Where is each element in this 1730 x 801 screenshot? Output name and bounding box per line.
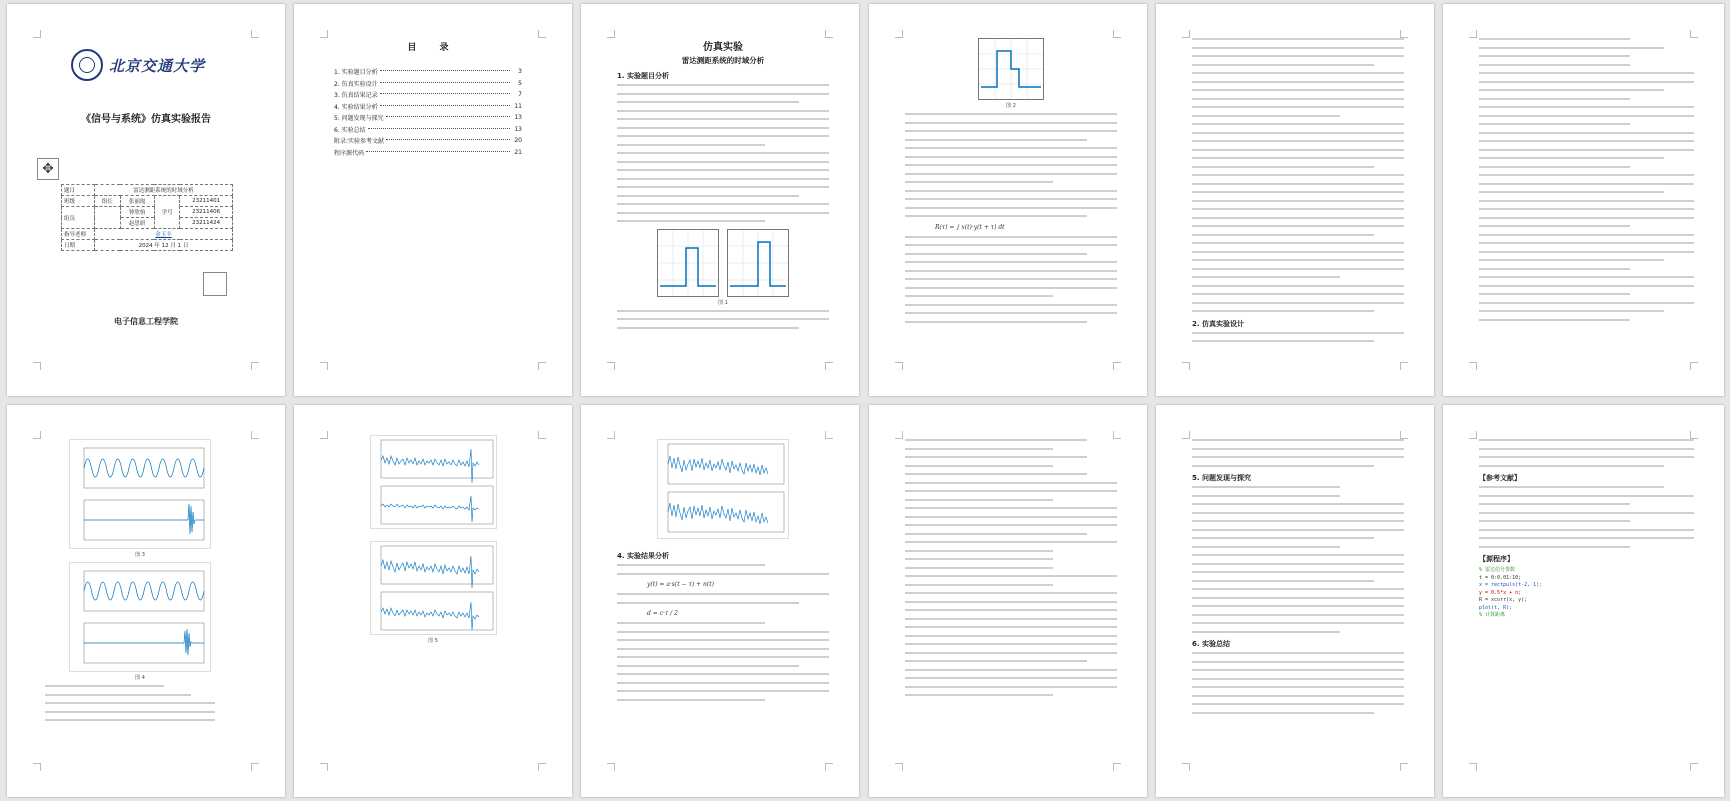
date-label: 日期 <box>62 240 95 251</box>
code-line: x = rectpuls(t-2, 1); <box>1479 582 1543 588</box>
formula: R(τ) = ∫ x(t)·y(t + τ) dt <box>935 223 1005 231</box>
member-label: 组员 <box>62 207 95 229</box>
noise-figure-3 <box>657 439 789 539</box>
report-title: 《信号与系统》仿真实验报告 <box>81 114 211 125</box>
table-move-handle-icon[interactable]: ✥ <box>37 158 59 180</box>
body-text <box>1479 38 1694 321</box>
member-id: 23211424 <box>180 218 233 229</box>
toc-entry[interactable]: 程序源代码 21 <box>334 148 522 157</box>
body-text <box>617 622 829 701</box>
cover-page[interactable] <box>7 4 285 396</box>
body-text <box>1192 652 1404 714</box>
university-name: 北京交通大学 <box>109 56 206 75</box>
toc-entry[interactable]: 附录:实验参考文献 20 <box>334 137 522 146</box>
toc-entry[interactable]: 4. 实验结果分析 11 <box>334 102 522 111</box>
section-heading: 6. 实验总结 <box>1192 640 1230 648</box>
body-text <box>617 84 829 222</box>
member-name: 赵思妍 <box>120 218 154 229</box>
figure-caption: 图 4 <box>135 675 145 681</box>
discussion-page[interactable] <box>1156 405 1434 797</box>
section-heading: 5. 问题发现与探究 <box>1192 474 1251 482</box>
design-page[interactable] <box>1156 4 1434 396</box>
design-page-2[interactable] <box>1443 4 1724 396</box>
body-text <box>905 507 1117 696</box>
teacher-name: 金玉丰 <box>155 232 172 238</box>
toc-list <box>334 66 522 158</box>
toc-entry[interactable]: 2. 仿真实验设计 5 <box>334 79 522 88</box>
figure-caption: 图 3 <box>135 552 145 558</box>
body-text <box>617 564 829 575</box>
code-line: t = 0:0.01:10; <box>1479 574 1522 581</box>
body-text <box>905 439 1117 475</box>
noise-figure-2 <box>370 541 497 635</box>
topic-value: 雷达测距系统的时域分析 <box>95 185 233 196</box>
main-subtitle: 雷达测距系统的时域分析 <box>681 56 765 65</box>
body-text <box>905 482 1117 501</box>
section-heading: 1. 实验题目分析 <box>617 72 669 80</box>
figure-caption: 图 5 <box>428 638 438 644</box>
leader-name: 张丽霞 <box>120 196 154 207</box>
school-name: 电子信息工程学院 <box>114 317 178 326</box>
figure-caption: 图 2 <box>1006 103 1016 109</box>
body-text <box>1479 439 1694 467</box>
body-text <box>905 236 1117 323</box>
section-heading: 2. 仿真实验设计 <box>1192 319 1244 328</box>
formula: y(t) = a·s(t − τ) + n(t) <box>647 581 714 588</box>
body-text <box>1192 439 1404 467</box>
toc-title: 目 录 <box>407 43 459 53</box>
figure-caption: 图 1 <box>718 299 728 306</box>
formula: d = c·τ / 2 <box>647 610 678 617</box>
toc-entry[interactable]: 1. 实验题目分析 3 <box>334 68 522 77</box>
toc-entry[interactable]: 5. 问题发现与探究 13 <box>334 114 522 123</box>
sine-echo-figure-2 <box>69 562 211 672</box>
results-page[interactable] <box>7 405 285 797</box>
code-line: % 计算距离 <box>1479 612 1506 618</box>
results-analysis-page[interactable] <box>581 405 859 797</box>
table-resize-handle[interactable] <box>203 272 227 296</box>
id-label: 学号 <box>154 196 180 229</box>
sine-echo-figure <box>69 439 211 549</box>
body-text <box>905 113 1117 217</box>
leader-label: 组长 <box>95 196 121 207</box>
rect-pulse-plot <box>978 38 1044 100</box>
appendix-page[interactable] <box>1443 405 1724 797</box>
member-name: 钟欣怡 <box>120 207 154 218</box>
member-id: 23211406 <box>180 207 233 218</box>
leader-id: 23211401 <box>180 196 233 207</box>
code-line: % 雷达信号参数 <box>1479 567 1516 573</box>
code-line: y = 0.5*x + n; <box>1479 589 1522 596</box>
code-line: plot(t, R); <box>1479 604 1513 611</box>
teacher-label: 指导老师 <box>62 229 95 240</box>
cover-info-table <box>61 184 233 251</box>
topic-label: 题目 <box>62 185 95 196</box>
pulse-plot <box>657 229 719 297</box>
intro-page[interactable] <box>581 4 859 396</box>
date-value: 2024 年 12 月 1 日 <box>95 240 233 251</box>
body-text <box>1192 332 1404 343</box>
university-logo <box>71 48 221 82</box>
body-text <box>45 685 215 721</box>
analysis-page[interactable] <box>869 4 1147 396</box>
code-line: R = xcorr(x, y); <box>1479 597 1528 603</box>
toc-page[interactable] <box>294 4 572 396</box>
delayed-pulse-plot <box>727 229 789 297</box>
analysis-page-2[interactable] <box>869 405 1147 797</box>
section-heading: 4. 实验结果分析 <box>617 552 669 560</box>
toc-entry[interactable]: 3. 仿真结果记录 7 <box>334 91 522 100</box>
noise-figure-1 <box>370 435 497 529</box>
source-code-heading: 【源程序】 <box>1479 555 1514 563</box>
references-heading: 【参考文献】 <box>1479 474 1521 482</box>
body-text <box>617 593 829 604</box>
reference-list <box>1479 486 1694 548</box>
body-text <box>1192 486 1404 633</box>
noise-results-page[interactable] <box>294 405 572 797</box>
main-title: 仿真实验 <box>703 42 743 53</box>
source-code <box>1479 567 1694 620</box>
body-text <box>617 310 829 329</box>
class-label: 班级 <box>62 196 95 207</box>
university-seal-icon <box>71 49 103 81</box>
toc-entry[interactable]: 6. 实验总结 13 <box>334 125 522 134</box>
body-text <box>1192 38 1404 312</box>
